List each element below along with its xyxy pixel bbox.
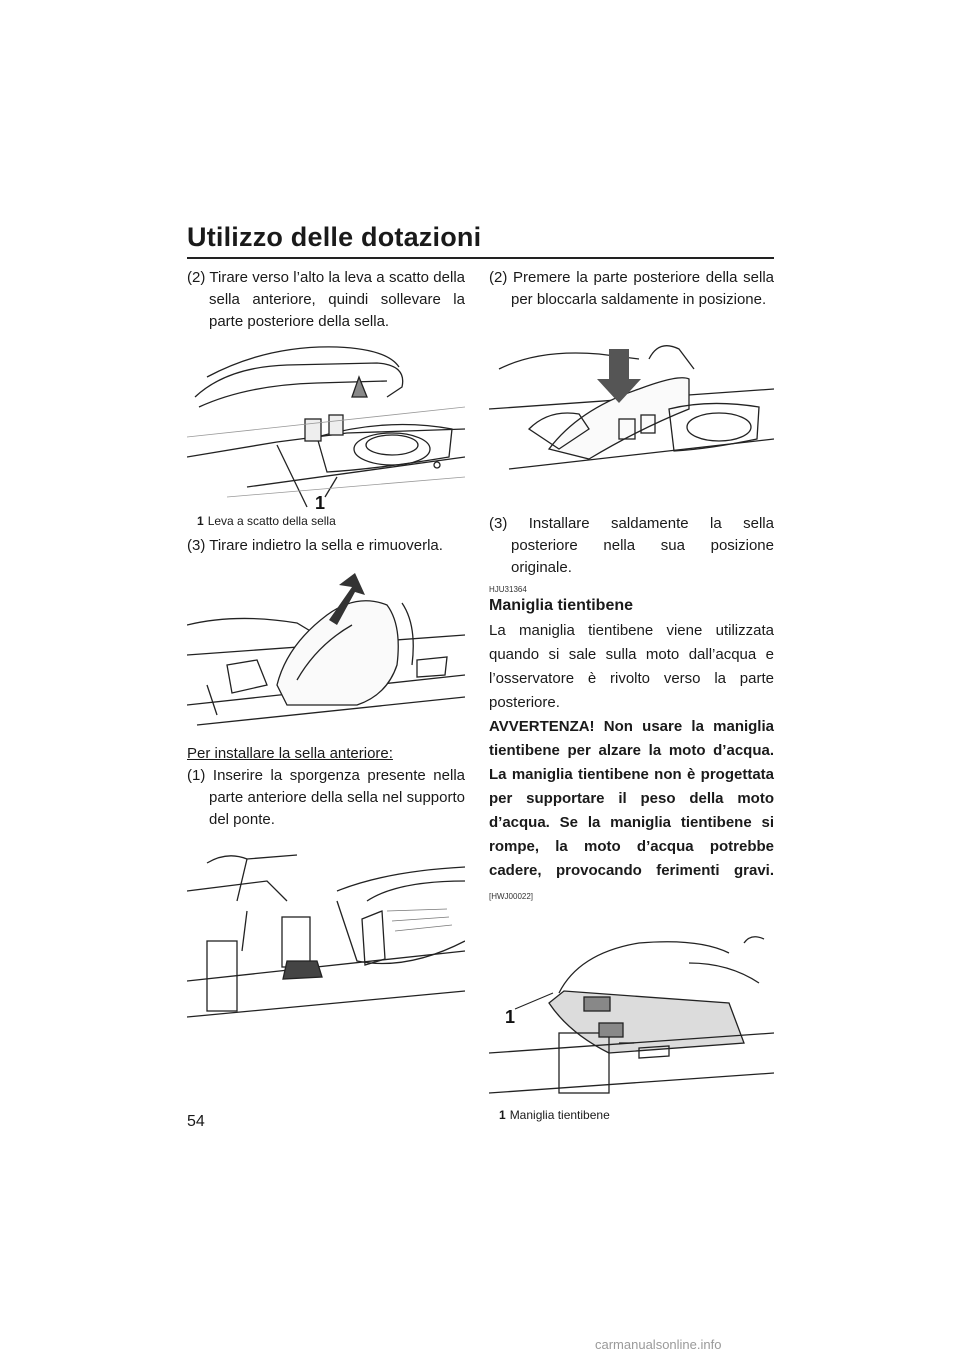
section-title-grab-handle: Maniglia tientibene (489, 597, 634, 614)
grab-handle-illustration (489, 923, 774, 1107)
install-front-seat-heading: Per installare la sella anteriore: (187, 745, 393, 762)
caption-number: 1 (197, 514, 204, 528)
seat-lever-illustration (187, 337, 465, 513)
callout-1: 1 (505, 1007, 516, 1027)
step-2-press-seat: (2) Premere la parte posteriore della sella per bloccarla saldamente in posizione. (489, 269, 774, 308)
figure-grab-handle (489, 923, 774, 1107)
left-column (187, 267, 465, 1027)
title-rule (187, 257, 774, 259)
caption-text: Maniglia tientibene (509, 1108, 610, 1122)
page-number: 54 (187, 1113, 205, 1130)
figure-press-seat (489, 319, 774, 499)
callout-1: 1 (315, 493, 326, 513)
watermark: carmanualsonline.info (595, 1337, 722, 1352)
step-3-install-rear-seat: (3) Installare saldamente la sella posteriore nella sua posizione originale. (489, 515, 774, 576)
page-title: Utilizzo delle dotazioni (187, 222, 482, 252)
figure-seat-lock-lever (187, 337, 465, 513)
right-column (489, 267, 774, 1127)
install-step-1: (1) Inserire la sporgenza presente nella parte anteriore della sella nel supporto del ponte. (187, 767, 465, 828)
figure-caption (489, 1107, 774, 1123)
warning-code: [HWJ00022] (489, 892, 534, 901)
warning-body: AVVERTENZA! Non usare la maniglia tientibene per alzare la moto d’acqua. La maniglia tientibene non è progettata per supportare il peso della moto d’acqua. Se la maniglia tientibene si rompe, la moto d’acqua potrebbe cadere, provocando ferimenti gravi. (489, 718, 774, 879)
step-3-remove-seat: (3) Tirare indietro la sella e rimuoverla. (187, 537, 443, 554)
press-seat-illustration (489, 319, 774, 499)
section-body: La maniglia tientibene viene utilizzata quando si sale sulla moto dall’acqua e l’osservatore è rivolto verso la parte posteriore. (489, 622, 774, 711)
warning-text (489, 715, 774, 909)
figure-caption (187, 513, 465, 529)
figure-insert-seat (187, 841, 465, 1027)
caption-number: 1 (499, 1108, 506, 1122)
insert-seat-illustration (187, 841, 465, 1027)
caption-text: Leva a scatto della sella (207, 514, 336, 528)
section-code: HJU31364 (489, 585, 527, 594)
figure-remove-seat (187, 565, 465, 735)
remove-seat-illustration (187, 565, 465, 735)
step-2-lift-lever: (2) Tirare verso l’alto la leva a scatto della sella anteriore, quindi sollevare la parte posteriore della sella. (187, 269, 465, 330)
